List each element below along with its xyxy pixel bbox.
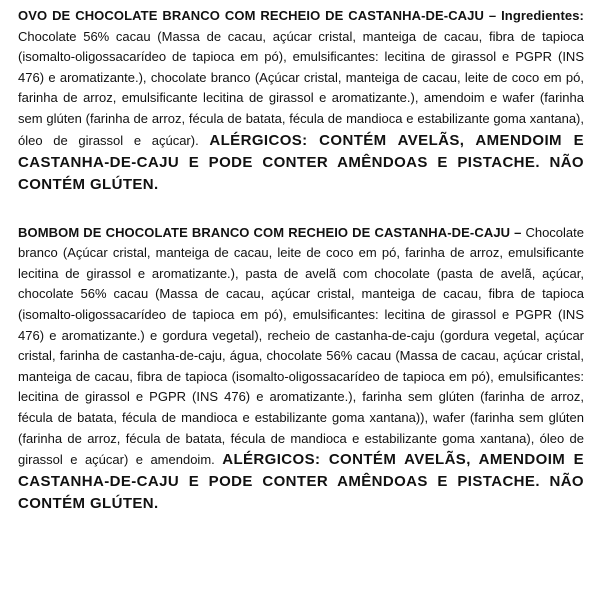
ingredients-document [18, 6, 584, 515]
product-heading: BOMBOM DE CHOCOLATE BRANCO COM RECHEIO DE CASTANHA-DE-CAJU – [18, 224, 522, 240]
product-block-bonbon [18, 223, 584, 516]
allergens-warning: ALÉRGICOS: CONTÉM AVELÃS, AMENDOIM E CASTANHA-DE-CAJU E PODE CONTER AMÊNDOAS E PISTACHE. NÃO CONTÉM GLÚTEN. [18, 451, 584, 513]
ingredients-text: Chocolate branco (Açúcar cristal, manteiga de cacau, leite de coco em pó, farinha de arroz, emulsificante lecitina de girassol e aromatizante.), pasta de avelã com chocolate (pasta de avelã, açúcar, chocolate 56% cacau (Massa de cacau, açúcar cristal, manteiga de cacau, fibra de tapioca (isomalto-oligossacarídeo de tapioca em pó), emulsificantes: lecitina de girassol e PGPR (INS 476) e aromatizante.) e gordura vegetal), recheio de castanha-de-caju (gordura vegetal, açúcar cristal, farinha de castanha-de-caju, água, chocolate 56% cacau (Massa de cacau, açúcar cristal, manteiga de cacau, fibra de tapioca (isomalto-oligossacarídeo de tapioca em pó), emulsificantes: lecitina de girassol e PGPR (INS 476) e aromatizante.), farinha sem glúten (farinha de arroz, fécula de batata, fécula de mandioca e estabilizante goma xantana)), wafer (farinha sem glúten (farinha de arroz, fécula de batata, fécula de mandioca e estabilizante goma xantana), óleo de girassol e açúcar) e amendoim. [18, 224, 584, 468]
allergens-warning: ALÉRGICOS: CONTÉM AVELÃS, AMENDOIM E CASTANHA-DE-CAJU E PODE CONTER AMÊNDOAS E PISTACHE. NÃO CONTÉM GLÚTEN. [18, 131, 584, 193]
ingredients-text: Chocolate 56% cacau (Massa de cacau, açúcar cristal, manteiga de cacau, fibra de tapioca (isomalto-oligossacarídeo de tapioca em pó), emulsificantes: lecitina de girassol e PGPR (INS 476) e aromatizante.), chocolate branco (Açúcar cristal, manteiga de cacau, leite de coco em pó, farinha de arroz, emulsificante lecitina de girassol e aromatizante.), amendoim e wafer (farinha sem glúten (farinha de arroz, fécula de batata, fécula de mandioca e estabilizante goma xantana), óleo de girassol e açúcar). [18, 28, 584, 148]
product-heading: OVO DE CHOCOLATE BRANCO COM RECHEIO DE CASTANHA-DE-CAJU – Ingredientes: [18, 8, 584, 23]
product-block-egg [18, 6, 584, 196]
